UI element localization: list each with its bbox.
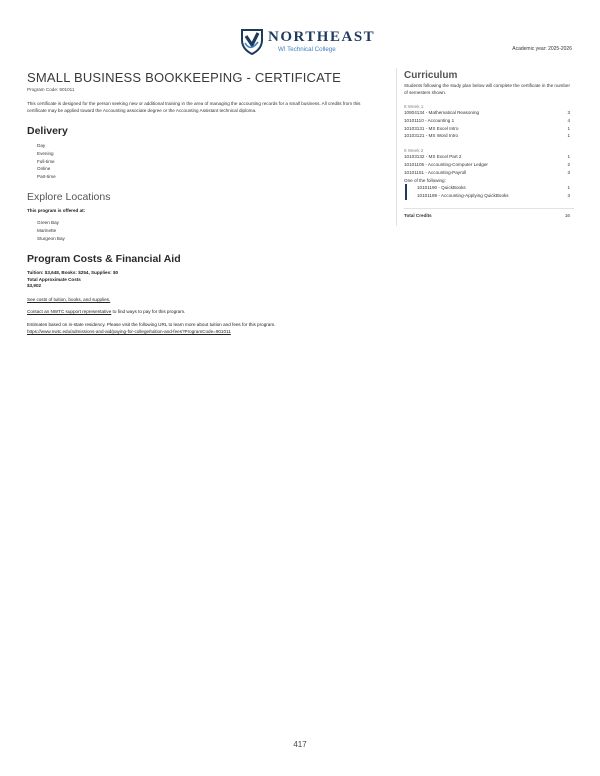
course-row [404, 153, 574, 161]
program-main-column [27, 68, 377, 335]
page-header [0, 24, 600, 60]
course-credits: 2 [567, 161, 570, 167]
course-credits: 3 [567, 169, 570, 175]
course-name: 10101151 - Accounting-Payroll [404, 169, 467, 175]
list-item: Marinette [37, 227, 57, 233]
course-row [404, 109, 574, 117]
total-credits-label: Total Credits [404, 212, 432, 218]
course-row [404, 169, 574, 177]
course-credits: 4 [567, 117, 570, 123]
course-name: 10804134 - Mathematical Reasoning [404, 110, 480, 115]
course-name: 10103121 - MS Word Intro [404, 133, 459, 139]
course-row [404, 132, 574, 140]
course-name: 10101105 - Accounting-Computer Ledger [404, 161, 488, 167]
total-costs-label: Total Approximate Costs [27, 276, 81, 282]
total-credits-value: 16 [564, 212, 570, 218]
tuition-url-link[interactable]: https://www.nwtc.edu/admissions-and-aid/paying-for-college/tuition-and-fees?ProgramCode=901011 [27, 328, 231, 334]
list-item: Sturgeon Bay [37, 235, 65, 241]
contact-support-link[interactable]: Contact an NWTC support representative [27, 308, 112, 314]
contact-paragraph [27, 309, 377, 316]
shield-logo-icon [240, 28, 264, 55]
list-item: Green Bay [37, 219, 59, 225]
delivery-heading: Delivery [27, 125, 68, 137]
program-description: This certificate is designed for the person seeking new or additional training in the area of managing the accounting records for a small business. All credits from this certificate may be applied toward the Accounting associate degree or the Accounting Assistant technical diploma. [27, 101, 361, 113]
curriculum-intro: Students following the study plan below will complete the certificate in the number of semesters shown. [404, 83, 570, 95]
costs-heading: Program Costs & Financial Aid [27, 253, 181, 266]
total-costs-value: $3,902 [27, 283, 42, 289]
list-item: Part-time [37, 174, 56, 180]
list-item: Online [37, 166, 51, 172]
delivery-list [27, 142, 377, 181]
logo-wordmark: NORTHEAST [268, 29, 376, 45]
course-credits: 1 [567, 154, 570, 160]
course-name: 10101189 - Accounting-Applying QuickBooks [417, 193, 509, 199]
academic-year: Academic year: 2025-2026 [512, 46, 572, 52]
term-label: 8 Week 2 [404, 148, 424, 154]
see-costs-link[interactable]: See costs of tuition, books, and supplies. [27, 296, 111, 302]
elective-choice-group [405, 184, 574, 200]
course-row [404, 117, 574, 125]
one-of-label: One of the following: [404, 177, 446, 183]
course-row [404, 125, 574, 133]
contact-rest-text: to find ways to pay for this program. [111, 308, 186, 314]
curriculum-column [396, 68, 574, 226]
course-name: 10101190 - QuickBooks [417, 185, 466, 191]
course-row [404, 161, 574, 169]
curriculum-heading: Curriculum [404, 70, 458, 81]
logo-subtitle: WI Technical College [278, 46, 336, 53]
course-credits: 3 [567, 193, 570, 199]
locations-heading: Explore Locations [27, 190, 111, 203]
course-row [417, 192, 574, 200]
term-label: 8 Week 1 [404, 104, 424, 109]
page-title: SMALL BUSINESS BOOKKEEPING - CERTIFICATE [27, 70, 342, 85]
course-name: 10101110 - Accounting 1 [404, 117, 455, 123]
course-credits: 1 [567, 133, 570, 139]
course-credits: 1 [567, 125, 570, 131]
list-item: Full-time [37, 158, 55, 164]
list-item: Evening [37, 150, 54, 156]
page-number: 417 [293, 740, 307, 749]
program-code: Program Code: 901011 [27, 87, 75, 92]
offered-label: This program is offered at: [27, 207, 86, 213]
total-credits-row [404, 208, 574, 218]
course-row [417, 184, 574, 192]
estimates-text: Estimates based on in-state residency. Please visit the following URL to learn more about tuition and fees for this program. [27, 322, 276, 328]
college-logo[interactable] [240, 28, 376, 56]
course-credits: 1 [567, 185, 570, 191]
locations-list [27, 219, 377, 242]
course-name: 10103132 - MS Excel Part 2 [404, 154, 462, 160]
tuition-line: Tuition: $3,648, Books: $254, Supplies: $0 [27, 270, 119, 276]
course-credits: 3 [567, 110, 570, 115]
list-item: Day [37, 143, 46, 148]
course-name: 10103131 - MS Excel Intro [404, 125, 459, 131]
